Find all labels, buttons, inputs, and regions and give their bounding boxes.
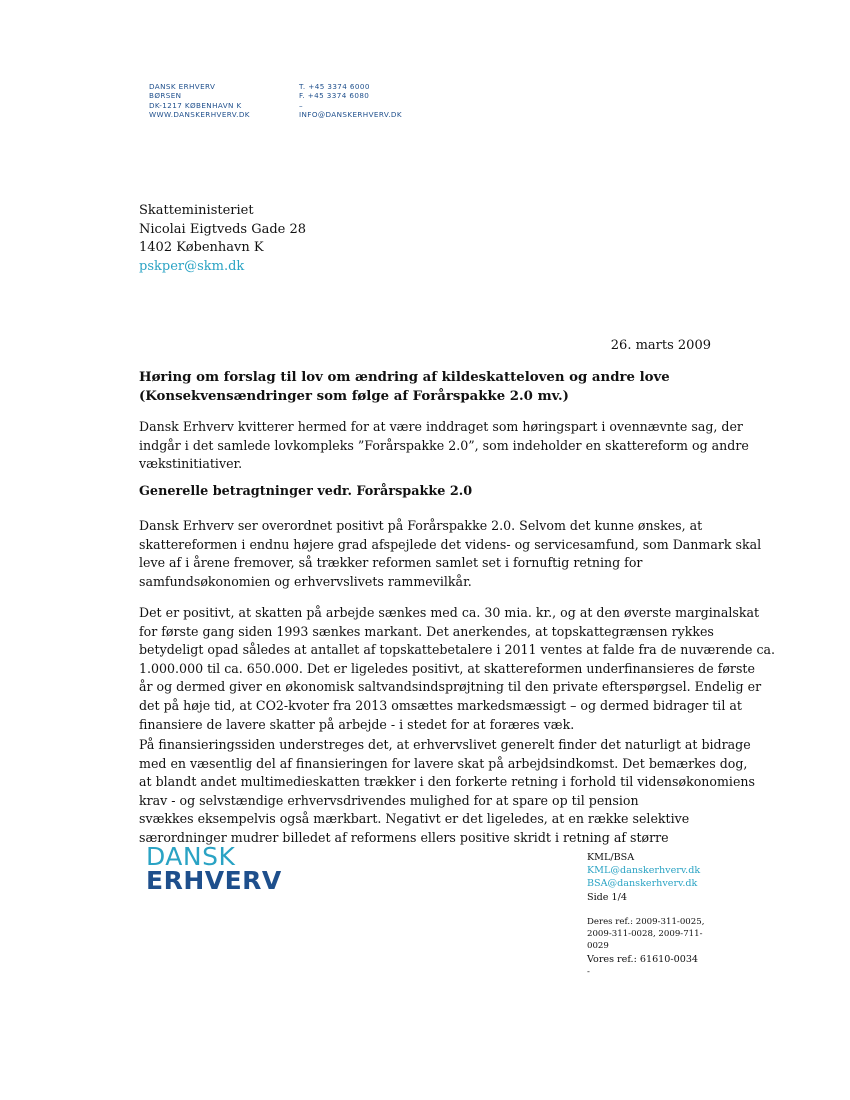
text-line: finansiere de lavere skatter på arbejde - i stedet for at foræres væk. bbox=[139, 716, 575, 732]
recipient-street: Nicolai Eigtveds Gade 28 bbox=[139, 221, 307, 237]
text-line: med en væsentlig del af finansieringen for lavere skat på arbejdsindkomst. Det bemærkes dog, bbox=[139, 755, 748, 771]
text-line: vækstinitiativer. bbox=[139, 456, 243, 472]
paragraph-financing bbox=[139, 736, 755, 848]
section-heading: Generelle betragtninger vedr. Forårspakke 2.0 bbox=[139, 484, 473, 499]
paragraph-overview bbox=[139, 517, 762, 591]
sender-email-bsa[interactable]: BSA@danskerhverv.dk bbox=[587, 878, 698, 890]
logo-line-erhverv: ERHVERV bbox=[146, 866, 282, 895]
text-line: Dansk Erhverv kvitterer hermed for at være inddraget som høringspart i ovennævnte sag, der bbox=[139, 419, 743, 434]
letterhead-fax: F. +45 3374 6080 bbox=[299, 91, 370, 101]
sender-initials: KML/BSA bbox=[587, 852, 635, 863]
text-line: På finansieringssiden understreges det, at erhvervslivet generelt finder det naturligt at bidrage bbox=[139, 737, 751, 752]
text-line: krav - og selvstændige erhvervsdrivendes mulighed for at spare op til pension bbox=[139, 792, 639, 808]
text-line: særordninger mudrer billedet af reformens ellers positive skridt i retning af større bbox=[139, 829, 669, 845]
deres-ref bbox=[587, 916, 707, 953]
ref-dash: - bbox=[587, 966, 590, 977]
vores-ref: Vores ref.: 61610-0034 bbox=[587, 953, 699, 965]
logo-line-dansk: DANSK bbox=[146, 842, 236, 871]
letterhead-email[interactable]: INFO@DANSKERHVERV.DK bbox=[299, 110, 402, 120]
letter-date: 26. marts 2009 bbox=[610, 338, 711, 353]
text-line: år og dermed giver en økonomisk saltvandsindsprøjtning til den private efterspørgsel. Endelig er bbox=[139, 679, 762, 695]
sender-info bbox=[587, 851, 707, 978]
recipient-email-link[interactable]: pskper@skm.dk bbox=[139, 258, 245, 274]
text-line: Dansk Erhverv ser overordnet positivt på Forårspakke 2.0. Selvom det kunne ønskes, at bbox=[139, 518, 703, 533]
dansk-erhverv-logo bbox=[146, 842, 282, 895]
sender-email-kml[interactable]: KML@danskerhverv.dk bbox=[587, 865, 701, 877]
ref-line: 2009-311-0028, 2009-711- bbox=[587, 929, 703, 940]
text-line: for første gang siden 1993 sænkes markant. Det anerkendes, at topskattegrænsen rykkes bbox=[139, 623, 714, 639]
letter-title bbox=[139, 368, 719, 406]
text-line: betydeligt opad således at antallet af topskattebetalere i 2011 ventes at falde fra de nuværende ca. bbox=[139, 642, 776, 658]
letterhead-line: DK-1217 KØBENHAVN K bbox=[149, 100, 242, 110]
page-number: Side 1/4 bbox=[587, 891, 627, 903]
recipient-city: 1402 København K bbox=[139, 240, 264, 255]
letterhead-line: BØRSEN bbox=[149, 91, 182, 101]
text-line: 1.000.000 til ca. 650.000. Det er ligeledes positivt, at skattereformen underfinansieres de første bbox=[139, 660, 755, 676]
text-line: samfundsøkonomien og erhvervslivets rammevilkår. bbox=[139, 573, 472, 589]
title-line: (Konsekvensændringer som følge af Forårspakke 2.0 mv.) bbox=[139, 389, 569, 404]
ref-line: 0029 bbox=[587, 941, 609, 952]
letterhead-address bbox=[149, 82, 250, 120]
ref-line: Deres ref.: 2009-311-0025, bbox=[587, 916, 705, 927]
text-line: skattereformen i endnu højere grad afspejlede det videns- og servicesamfund, som Danmark skal bbox=[139, 536, 762, 552]
paragraph-intro bbox=[139, 418, 749, 474]
text-line: det på høje tid, at CO2-kvoter fra 2013 omsættes markedsmæssigt – og dermed bidrager til at bbox=[139, 697, 742, 713]
paragraph-positives bbox=[139, 604, 776, 734]
text-line: svækkes eksempelvis også mærkbart. Negativt er det ligeledes, at en række selektive bbox=[139, 811, 690, 827]
recipient-address bbox=[139, 202, 306, 276]
title-line: Høring om forslag til lov om ændring af kildeskatteloven og andre love bbox=[139, 370, 670, 385]
letterhead-dash: – bbox=[299, 100, 303, 110]
text-line: Det er positivt, at skatten på arbejde sænkes med ca. 30 mia. kr., og at den øverste marginalskat bbox=[139, 605, 760, 620]
letterhead-line: DANSK ERHVERV bbox=[149, 82, 216, 91]
recipient-name: Skatteministeriet bbox=[139, 203, 254, 218]
text-line: leve af i årene fremover, så trækker reformen samlet set i fornuftig retning for bbox=[139, 555, 643, 571]
letterhead-website[interactable]: WWW.DANSKERHVERV.DK bbox=[149, 110, 250, 120]
text-line: indgår i det samlede lovkompleks ”Forårspakke 2.0”, som indeholder en skattereform og andre bbox=[139, 437, 749, 453]
letterhead-contact bbox=[299, 82, 402, 120]
letterhead-phone: T. +45 3374 6000 bbox=[299, 82, 370, 91]
text-line: at blandt andet multimedieskatten trækker i den forkerte retning i forhold til vidensøkonomiens bbox=[139, 774, 755, 790]
